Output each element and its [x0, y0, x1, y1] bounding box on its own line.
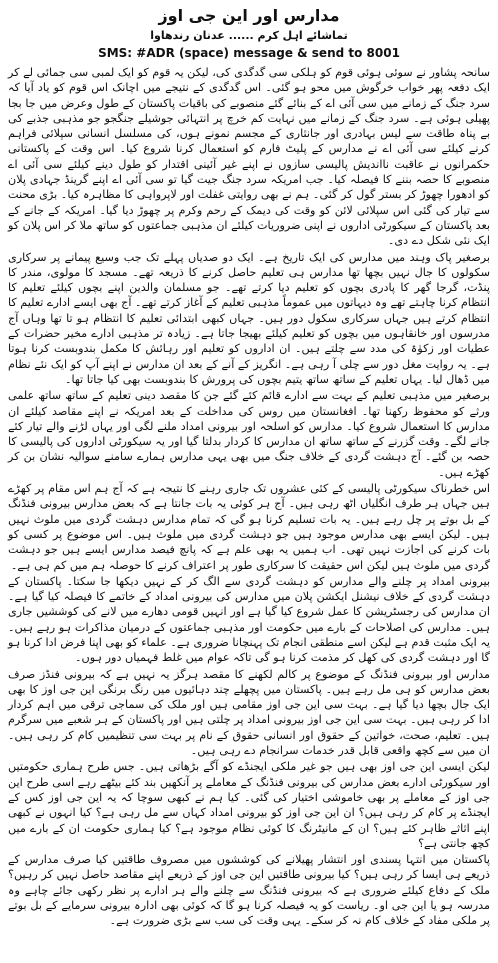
paragraph: برصغیر میں مذہبی تعلیم کے بہت سے ادارے قائم کئے گئے جن کا مقصد دینی تعلیم کے ساتھ ساتھ علمی ورثے کو محفوظ رکھنا تھا۔ افغانستان میں روس کی مداخلت کے بعد امریکہ نے اپنے مقاصد کیلئے ان مدارس کا استعمال شروع کیا۔ مدارس کو اسلحہ اور بیرونی امداد ملنے لگی اور یہاں لڑنے والے تیار کئے جانے لگے۔ وقت گزرنے کے ساتھ ساتھ ان مدارس کا کردار بدلتا گیا اور یہ سیکورٹی اداروں کی پالیسی کا حصہ بن گئے۔ آج دہشت گردی کے خلاف جنگ میں بھی یہی مدارس ہمارے سامنے سوالیہ نشان بن کر کھڑے ہیں۔ — [8, 389, 490, 479]
column-title: مدارس اور این جی اوز — [158, 6, 340, 25]
paragraph: لیکن ایسی این جی اوز بھی ہیں جو غیر ملکی ایجنڈے کو آگے بڑھاتی ہیں۔ جس طرح ہماری حکومتیں اور سیکورٹی ادارے بعض مدارس کی بیرونی فنڈنگ کے معاملے پر آنکھیں بند کئے بیٹھے رہے اسی طرح این جی اوز کے معاملے پر بھی خاموشی اختیار کی گئی۔ کیا ہم نے کبھی سوچا کہ یہ این جی اوز کس کے ایجنڈے پر کام کر رہی ہیں؟ ان این جی اوز کو بیرونی امداد کہاں سے مل رہی ہے؟ کیا انہوں نے کبھی اپنے اثاثے ظاہر کئے ہیں؟ ان کے مانیٹرنگ کا کوئی نظام موجود ہے؟ کیا ہماری حکومت ان کے بارے میں کچھ جانتی ہے؟ — [8, 760, 490, 850]
column-body — [8, 65, 490, 929]
paragraph: بیرونی امداد پر چلنے والے مدارس کو دہشت گردی سے الگ کر کے نہیں دیکھا جا سکتا۔ پاکستان کے دہشت گردی کے خلاف نیشنل ایکشن پلان میں مدارس کی بیرونی امداد کے خاتمے کا فیصلہ کیا گیا ہے۔ ان مدارس کی رجسٹریشن کا عمل شروع کیا گیا ہے اور انہیں قومی دھارے میں لانے کی کوششیں جاری ہیں۔ مدارس کی اصلاحات کے بارے میں حکومت اور مذہبی جماعتوں کے درمیان مذاکرات ہو رہے ہیں۔ یہ ایک مثبت قدم ہے لیکن اسے منطقی انجام تک پہنچانا ضروری ہے۔ علماء کو بھی اپنا فرض ادا کرنا ہو گا اور دہشت گردی کی کھل کر مذمت کرنا ہو گی تاکہ عوام میں غلط فہمیاں دور ہوں۔ — [8, 574, 490, 665]
paragraph: مدارس اور بیرونی فنڈنگ کے موضوع پر کالم لکھنے کا مقصد ہرگز یہ نہیں ہے کہ بیرونی فنڈز صرف بعض مدارس کو ہی مل رہے ہیں۔ پاکستان میں پچھلے چند دہائیوں میں رنگ برنگی این جی اوز کا بھی ایک جال بچھا دیا گیا ہے۔ بہت سی این جی اوز مقامی ہیں اور ملک کی سماجی ترقی میں اہم کردار ادا کر رہی ہیں۔ بہت سی این جی اوز بیرونی امداد پر چلتی ہیں اور پاکستان کے ہر شعبے میں سرگرم ہیں۔ تعلیم، صحت، خواتین کے حقوق اور انسانی حقوق کے نام پر بہت سی تنظیمیں کام کر رہی ہیں۔ ان میں سے کچھ واقعی قابل قدر خدمات سرانجام دے رہی ہیں۔ — [8, 667, 490, 758]
column-byline: تماشائے اہل کرم ...... عدنان رندھاوا — [150, 29, 348, 42]
paragraph: برصغیر پاک وہند میں مدارس کی ایک تاریخ ہے۔ ایک دو صدیاں پہلے تک جب وسیع پیمانے پر سرکاری سکولوں کا جال نہیں بچھا تھا مدارس ہی تعلیم حاصل کرنے کا ذریعہ تھے۔ مسجد کا مولوی، مندر کا پنڈت، گرجا گھر کا پادری بچوں کو تعلیم دیا کرتے تھے۔ جو مسلمان والدین اپنے بچوں کیلئے تعلیم کا انتظام کرنا چاہتے تھے وہ دیہاتوں میں عموماً مذہبی تعلیم کے آغاز کرتے تھے۔ آج بھی ایسے ادارے تعلیم کا انتظام کرتے ہیں جہاں سرکاری سکول دور ہیں۔ جہاں کبھی ابتدائی تعلیم کا انتظام ہو تا تھا وہاں آج مدرسوں اور خانقاہوں میں بچوں کو تعلیم کیلئے بھیجا جاتا ہے۔ زیادہ تر مذہبی ادارے مخیر حضرات کے عطیات اور زکوٰۃ کی مدد سے چلتے ہیں۔ ان اداروں کو تعلیم اور رہائش کا مکمل بندوبست کرنا ہوتا ہے۔ یہ روایت مغل دور سے چلی آ رہی ہے۔ انگریز کے آنے کے بعد ان مدارس نے اپنے آپ کو ایک نئے نظام میں ڈھال لیا۔ یہاں تعلیم کے ساتھ ساتھ یتیم بچوں کی پرورش کا بندوبست بھی کیا جاتا تھا۔ — [8, 250, 490, 386]
paragraph: اس خطرناک سیکورٹی پالیسی کے کئی عشروں تک جاری رہنے کا نتیجہ ہے کہ آج ہم اس مقام پر کھڑے ہیں جہاں ہر طرف انگلیاں اٹھ رہی ہیں۔ آج ہر کوئی یہ بات جانتا ہے کہ بعض مدارس بیرونی فنڈنگ کے بل بوتے پر چل رہے ہیں۔ یہ بات تسلیم کرنا ہو گی کہ تمام مدارس دہشت گردی میں ملوث نہیں ہیں۔ لیکن ایسے بھی مدارس موجود ہیں جو دہشت گردی میں ملوث ہیں۔ اس موضوع پر کسی کو بات کرنے کی اجازت نہیں تھی۔ اب ہمیں یہ بھی علم ہے کہ پانچ فیصد مدارس ایسے ہیں جو دہشت گردی میں ملوث ہیں لیکن اس حقیقت کا سرکاری طور پر اعتراف کرنے کا حوصلہ ہم میں کم ہی ہے۔ — [8, 482, 490, 572]
sms-line: SMS: #ADR (space) message & send to 8001 — [98, 46, 400, 60]
paragraph: سانحہ پشاور نے سوئی ہوئی قوم کو ہلکی سی گدگدی کی، لیکن یہ قوم کو ایک لمبی سی جمائی لے کر ایک دفعہ پھر خواب خرگوش میں محو ہو گئی۔ اس گدگدی کے نتیجے میں اچانک اس قوم کو یاد آیا کہ سرد جنگ کے زمانے میں سی آئی اے کے بنائے گئے منصوبے کی باقیات پاکستان کے طول وعرض میں جا بجا پھیلی ہوئی ہے۔ سرد جنگ کے زمانے میں نہایت کم خرچ پر انتہائی جوشیلے جنگجو جو مذہبی جذبے کی بے پناہ طاقت سے لیس بہادری اور جانثاری کے مجسم نمونے ہوں، کی مسلسل انسانی سپلائی فراہم کرنے کیلئے سی آئی اے نے مدارس کے پلیٹ فارم کو استعمال کرنا شروع کیا۔ اس وقت کے پاکستانی حکمرانوں نے عاقبت نااندیش پالیسی سازوں نے اپنے غیر آئینی اقتدار کو طول دینے کیلئے سی آئی اے منصوبے کا حصہ بننے کا فیصلہ کیا۔ جب امریکہ سرد جنگ جیت گیا تو سی آئی اے اپنے گرینڈ جہادی پلان کو ادھورا چھوڑ کر بستر گول کر گئی۔ ہم نے بھی روایتی غفلت اور لاپرواہی کا مظاہرہ کیا۔ بڑی محنت سے تیار کی گئی اس سپلائی لائن کو وقت کی دیمک کے رحم وکرم پر چھوڑ دیا گیا۔ امریکہ کے جانے کے بعد پاکستان کے سیکورٹی اداروں نے اپنی ضروریات کیلئے ان مذہبی جماعتوں کو ساتھ ملا کر اس پلان کو ایک نئی شکل دے دی۔ — [8, 66, 490, 248]
paragraph: پاکستان میں انتہا پسندی اور انتشار پھیلانے کی کوششوں میں مصروف طاقتیں کیا صرف مدارس کے ذریعے ہی ایسا کر رہی ہیں؟ کیا بیرونی طاقتیں این جی اوز کے ذریعے اپنے مقاصد حاصل نہیں کر رہیں؟ ملک کے دفاع کیلئے ضروری ہے کہ بیرونی فنڈنگ سے چلنے والے ہر ادارے پر نظر رکھی جائے چاہے وہ مدرسہ ہو یا این جی او۔ ریاست کو یہ فیصلہ کرنا ہو گا کہ کوئی بھی ادارہ بیرونی سرمایے کے بل بوتے پر ملکی مفاد کے خلاف کام نہ کر سکے۔ یہی وقت کی سب سے بڑی ضرورت ہے۔ — [8, 853, 490, 928]
